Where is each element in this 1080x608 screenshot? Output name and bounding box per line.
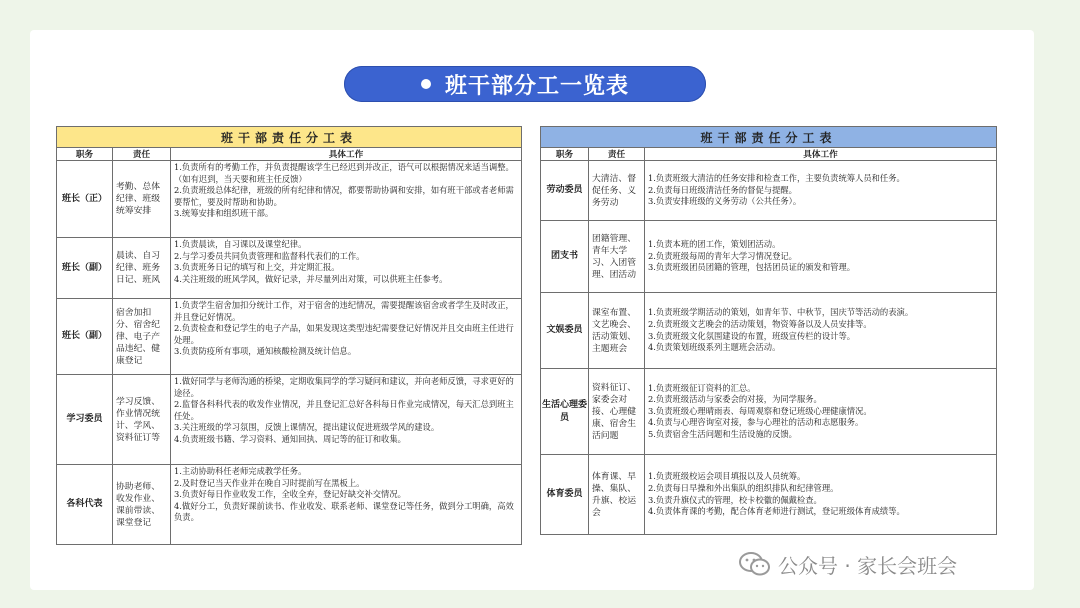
- work-cell: [171, 299, 522, 375]
- table-row: [57, 238, 522, 299]
- table-row: [541, 221, 997, 293]
- role-cell: 各科代表: [57, 465, 113, 545]
- work-item: 3.负责好每日作业收发工作，全收全弃，登记好缺交补交情况。: [174, 489, 406, 500]
- watermark: [738, 546, 1058, 582]
- work-item: 2.负责每日早操和外出集队的组织排队和纪律管理。: [648, 482, 839, 493]
- role-cell: 体育委员: [541, 455, 589, 535]
- work-item: 3.负责班务日记的填写和上交，并定期汇报。: [174, 262, 340, 273]
- work-item: 3.负责班级团员团籍的管理，包括团员证的颁发和管理。: [648, 262, 856, 273]
- work-item: 4.负责策划班级系列主题班会活动。: [648, 342, 781, 353]
- work-item: 4.负责班级书籍、学习资料、通知回执、周记等的征订和收集。: [174, 433, 406, 444]
- role-cell: 团支书: [541, 221, 589, 293]
- role-cell: 班长（副）: [57, 238, 113, 299]
- work-cell: [171, 161, 522, 238]
- page-title: 班干部分工一览表: [444, 73, 629, 99]
- resp-cell: 晨读、自习纪律、班务日记、班风: [113, 238, 171, 299]
- table-header-row: [57, 148, 522, 161]
- table-row: [541, 455, 997, 535]
- work-item: 2.负责班级总体纪律，班级的所有纪律和情况，都要帮助协调和安排，如有班干部或者老师需要帮忙，要及时帮助和协助。: [174, 185, 514, 207]
- bullet-dot-icon: [421, 79, 431, 89]
- work-item: 3.负责班级文化氛围建设的布置，班级宣传栏的设计等。: [648, 330, 856, 341]
- work-cell: [645, 293, 997, 369]
- table-header-row: [541, 148, 997, 161]
- work-cell: [171, 465, 522, 545]
- resp-cell: 大清洁、督促任务、义务劳动: [589, 161, 645, 221]
- work-item: 1.负责所有的考勤工作，并负责提醒该学生已经迟到并改正，语气可以根据情况来适当调整。（如有迟到，当天要和班主任反馈）: [174, 162, 514, 184]
- role-cell: 文娱委员: [541, 293, 589, 369]
- work-item: 4.负责与心理咨询室对接，参与心理社的活动和志愿服务。: [648, 417, 864, 428]
- work-item: 2.负责每日班级清洁任务的督促与提醒。: [648, 184, 797, 195]
- work-item: 3.负责升旗仪式的管理，校卡校徽的佩戴检查。: [648, 494, 822, 505]
- work-item: 3.负责安排班级的义务劳动（公共任务）。: [648, 196, 802, 207]
- table-row: [57, 375, 522, 465]
- resp-cell: 协助老师、收发作业、课前带读、课堂登记: [113, 465, 171, 545]
- work-item: 4.负责体育课的考勤，配合体育老师进行测试，登记班级体育成绩等。: [648, 506, 905, 517]
- work-item: 3.关注班级的学习氛围，反馈上课情况，提出建议促进班级学风的建设。: [174, 422, 440, 433]
- left-duty-table: [56, 126, 522, 545]
- table-row: [57, 465, 522, 545]
- work-item: 1.负责班级校运会项目填报以及人员统筹。: [648, 471, 806, 482]
- work-item: 2.负责班级活动与家委会的对接，为同学服务。: [648, 394, 822, 405]
- table-row: [541, 293, 997, 369]
- table-title-row: [541, 127, 997, 148]
- header-role: 职务: [541, 148, 589, 161]
- work-item: 1.负责晨读，自习课以及课堂纪律。: [174, 239, 307, 249]
- work-item: 3.负责防疫所有事项，通知核酸检测及统计信息。: [174, 346, 357, 357]
- work-item: 1.负责本班的团工作，策划团活动。: [648, 239, 781, 250]
- work-item: 2.及时登记当天作业并在晚自习时提前写在黑板上。: [174, 477, 365, 488]
- resp-cell: 课室布置、文艺晚会、活动策划、主题班会: [589, 293, 645, 369]
- table-row: [541, 369, 997, 455]
- table-row: [57, 161, 522, 238]
- work-item: 3.统筹安排和组织班干部。: [174, 208, 274, 219]
- resp-cell: 资料征订、家委会对接、心理健康、宿舍生活问题: [589, 369, 645, 455]
- work-cell: [645, 455, 997, 535]
- role-cell: 班长（副）: [57, 299, 113, 375]
- role-cell: 班长（正）: [57, 161, 113, 238]
- header-resp: 责任: [113, 148, 171, 161]
- resp-cell: 体育课、早操、集队、升旗、校运会: [589, 455, 645, 535]
- work-item: 1.主动协助科任老师完成教学任务。: [174, 466, 307, 476]
- work-item: 5.负责宿舍生活问题和生活设施的反馈。: [648, 428, 797, 439]
- resp-cell: 宿舍加扣分、宿舍纪律、电子产品违纪、健康登记: [113, 299, 171, 375]
- role-cell: 生活心理委员: [541, 369, 589, 455]
- header-work: 具体工作: [171, 148, 522, 161]
- resp-cell: 学习反馈、作业情况统计、学风、资料征订等: [113, 375, 171, 465]
- wechat-icon: [738, 551, 772, 577]
- work-item: 3.负责班级心理晴雨表、每周观察和登记班级心理健康情况。: [648, 405, 872, 416]
- work-cell: [645, 369, 997, 455]
- watermark-text: 公众号 · 家长会班会: [778, 553, 958, 578]
- role-cell: 学习委员: [57, 375, 113, 465]
- table-title: 班干部责任分工表: [541, 127, 997, 148]
- table-row: [57, 299, 522, 375]
- work-item: 2.负责班级每周的青年大学习情况登记。: [648, 250, 797, 261]
- work-cell: [645, 161, 997, 221]
- work-cell: [645, 221, 997, 293]
- table-title: 班干部责任分工表: [57, 127, 522, 148]
- table-title-row: [57, 127, 522, 148]
- role-cell: 劳动委员: [541, 161, 589, 221]
- resp-cell: 考勤、总体纪律、班级统筹安排: [113, 161, 171, 238]
- work-item: 4.关注班级的班风学风，做好记录，并尽量列出对策，可以供班主任参考。: [174, 273, 448, 284]
- header-resp: 责任: [589, 148, 645, 161]
- work-item: 2.监督各科科代表的收发作业情况，并且登记汇总好各科每日作业完成情况，每天汇总到班主任处。: [174, 399, 514, 421]
- work-item: 1.负责班级大清洁的任务安排和检查工作，主要负责统筹人员和任务。: [648, 173, 905, 184]
- right-duty-table: [540, 126, 997, 535]
- work-cell: [171, 238, 522, 299]
- work-item: 2.与学习委员共同负责管理和监督科代表们的工作。: [174, 250, 365, 261]
- work-item: 1.做好同学与老师沟通的桥梁，定期收集同学的学习疑问和建议，并向老师反馈，寻求更好的途径。: [174, 376, 514, 398]
- work-cell: [171, 375, 522, 465]
- work-item: 1.负责班级征订资料的汇总。: [648, 382, 756, 393]
- resp-cell: 团籍管理、青年大学习、入团管理、团活动: [589, 221, 645, 293]
- work-item: 4.做好分工，负责好课前读书、作业收发、联系老师、课堂登记等任务，做到分工明确，高效负责。: [174, 500, 514, 523]
- table-row: [541, 161, 997, 221]
- page-title-banner: [344, 66, 706, 102]
- header-work: 具体工作: [645, 148, 997, 161]
- work-item: 2.负责班级文艺晚会的活动策划，物资筹备以及人员安排等。: [648, 318, 872, 329]
- header-role: 职务: [57, 148, 113, 161]
- work-item: 2.负责检查和登记学生的电子产品，如果发现这类型违纪需要登记好情况并且交由班主任进行处理。: [174, 323, 514, 345]
- work-item: 1.负责班级学期活动的策划，如青年节、中秋节，国庆节等活动的表演。: [648, 307, 914, 318]
- work-item: 1.负责学生宿舍加扣分统计工作，对于宿舍的违纪情况，需要提醒该宿舍或者学生及时改正，并且登记好情况。: [174, 300, 514, 322]
